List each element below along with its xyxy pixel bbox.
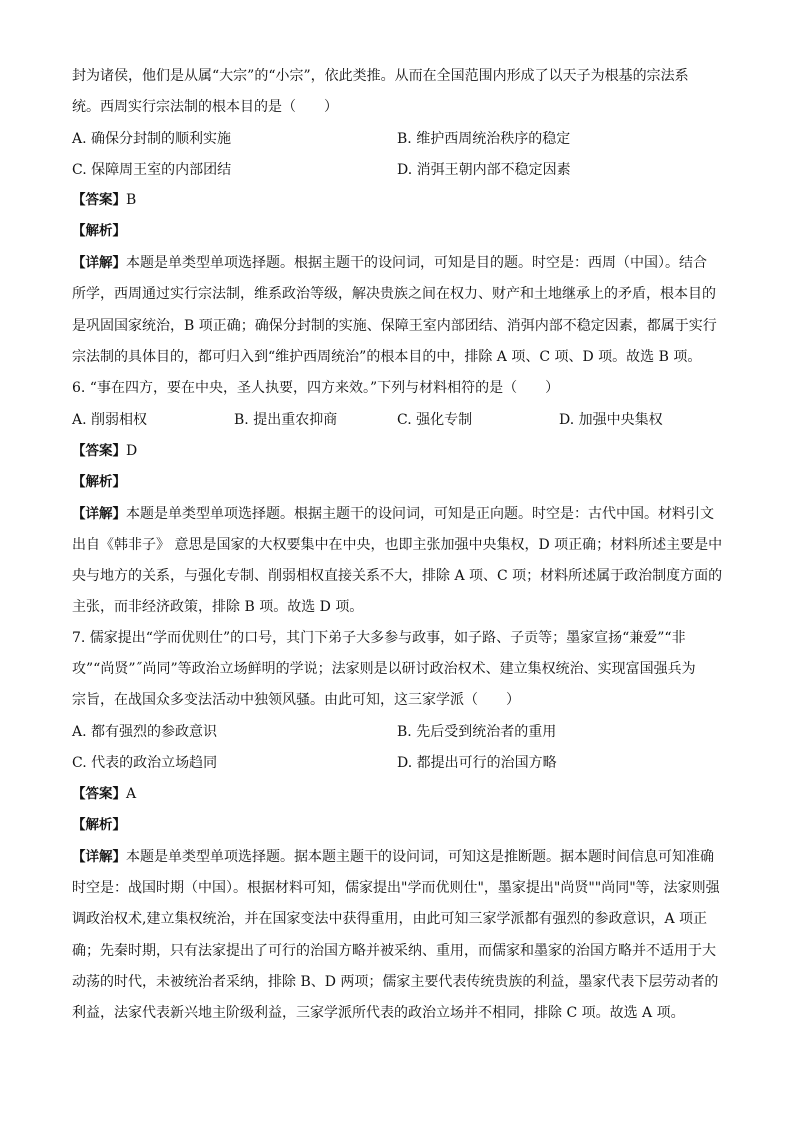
q7-analysis-heading	[72, 815, 126, 835]
q7-stem-line: 攻”“尚贤”˝尚同”等政治立场鲜明的学说；法家则是以研讨政治权术、建立集权统治、实现富国强兵为	[72, 661, 696, 677]
answer-tag: 【答案】	[72, 443, 126, 459]
q7-detail-line: 利益，法家代表新兴地主阶级利益，三家学派所代表的政治立场并不相同，排除 C 项。故选 A 项。	[72, 1005, 685, 1021]
q5-detail-line: 是巩固国家统治，B 项正确；确保分封制的实施、保障王室内部团结、消弭内部不稳定因素，都属于实行	[72, 318, 717, 334]
detail-text: 本题是单类型单项选择题。据本题主题干的设问词，可知这是推断题。据本题时间信息可知准确	[126, 849, 714, 865]
q7-detail-line: 时空是：战国时期（中国）。根据材料可知，儒家提出"学而优则仕"，墨家提出"尚贤""尚同"等，法家则强	[72, 880, 720, 896]
q6-detail-line: 主张，而非经济政策，排除 B 项。故选 D 项。	[72, 599, 364, 615]
q6-detail-line: 出自《韩非子》 意思是国家的大权要集中在中央，也即主张加强中央集权，D 项正确；材料所述主要是中	[72, 537, 723, 553]
q6-analysis-heading	[72, 472, 126, 492]
q6-option-b: B. 提出重农抑商	[234, 412, 338, 428]
answer-value: D	[126, 443, 138, 459]
q7-option-a: A. 都有强烈的参政意识	[72, 724, 218, 740]
detail-tag: 【详解】	[72, 506, 126, 522]
q7-stem-line: 宗旨，在战国众多变法活动中独领风骚。由此可知，这三家学派（ ）	[72, 692, 520, 708]
answer-value: B	[126, 192, 137, 208]
analysis-tag: 【解析】	[72, 223, 126, 239]
answer-tag: 【答案】	[72, 192, 126, 208]
q5-stem-line: 统。西周实行宗法制的根本目的是（ ）	[72, 99, 338, 115]
q7-option-d: D. 都提出可行的治国方略	[397, 755, 557, 771]
q6-option-a: A. 削弱相权	[72, 412, 148, 428]
q5-analysis-heading	[72, 221, 126, 241]
detail-tag: 【详解】	[72, 849, 126, 865]
q7-detail-line	[72, 847, 714, 867]
q7-answer	[72, 784, 136, 804]
analysis-tag: 【解析】	[72, 474, 126, 490]
q7-detail-line: 调政治权术,建立集权统治，并在国家变法中获得重用，由此可知三家学派都有强烈的参政意识，A 项正	[72, 911, 708, 927]
q7-option-b: B. 先后受到统治者的重用	[397, 724, 557, 740]
q7-option-c: C. 代表的政治立场趋同	[72, 755, 218, 771]
q6-option-c: C. 强化专制	[397, 412, 473, 428]
q7-stem-line: 7. 儒家提出“学而优则仕”的口号，其门下弟子大多参与政事，如子路、子贡等；墨家宣扬“兼爱”“非	[72, 630, 686, 646]
q5-option-c: C. 保障周王室的内部团结	[72, 162, 232, 178]
q5-option-d: D. 消弭王朝内部不稳定因素	[397, 162, 571, 178]
q6-stem-line: 6. “事在四方，要在中央，圣人执要，四方来效。”下列与材料相符的是（ ）	[72, 380, 560, 396]
q5-detail-line: 所学，西周通过实行宗法制，维系政治等级，解决贵族之间在权力、财产和土地继承上的矛盾，根本目的	[72, 286, 716, 302]
q5-detail-line	[72, 253, 707, 273]
q6-option-d: D. 加强中央集权	[559, 412, 663, 428]
q6-detail-line: 央与地方的关系，与强化专制、削弱相权直接关系不大，排除 A 项、C 项；材料所述属于政治制度方面的	[72, 568, 723, 584]
q5-answer	[72, 190, 136, 210]
answer-value: A	[126, 786, 137, 802]
q7-detail-line: 动荡的时代，未被统治者采纳，排除 B、D 两项；儒家主要代表传统贵族的利益，墨家代表下层劳动者的	[72, 974, 719, 990]
analysis-tag: 【解析】	[72, 817, 126, 833]
answer-tag: 【答案】	[72, 786, 126, 802]
q6-detail-line	[72, 504, 714, 524]
q5-option-a: A. 确保分封制的顺利实施	[72, 131, 232, 147]
q6-answer	[72, 441, 137, 461]
q7-detail-line: 确；先秦时期，只有法家提出了可行的治国方略并被采纳、重用，而儒家和墨家的治国方略并不适用于大	[72, 943, 716, 959]
q5-option-b: B. 维护西周统治秩序的稳定	[397, 131, 571, 147]
q5-stem-line: 封为诸侯，他们是从属“大宗”的“小宗”，依此类推。从而在全国范围内形成了以天子为根基的宗法系	[72, 68, 689, 84]
detail-tag: 【详解】	[72, 255, 126, 271]
q5-detail-line: 宗法制的具体目的，都可归入到“维护西周统治”的根本目的中，排除 A 项、C 项、D 项。故选 B 项。	[72, 349, 702, 365]
detail-text: 本题是单类型单项选择题。根据主题干的设问词，可知是正向题。时空是：古代中国。材料引文	[126, 506, 714, 522]
detail-text: 本题是单类型单项选择题。根据主题干的设问词，可知是目的题。时空是：西周（中国）。结合	[126, 255, 707, 271]
